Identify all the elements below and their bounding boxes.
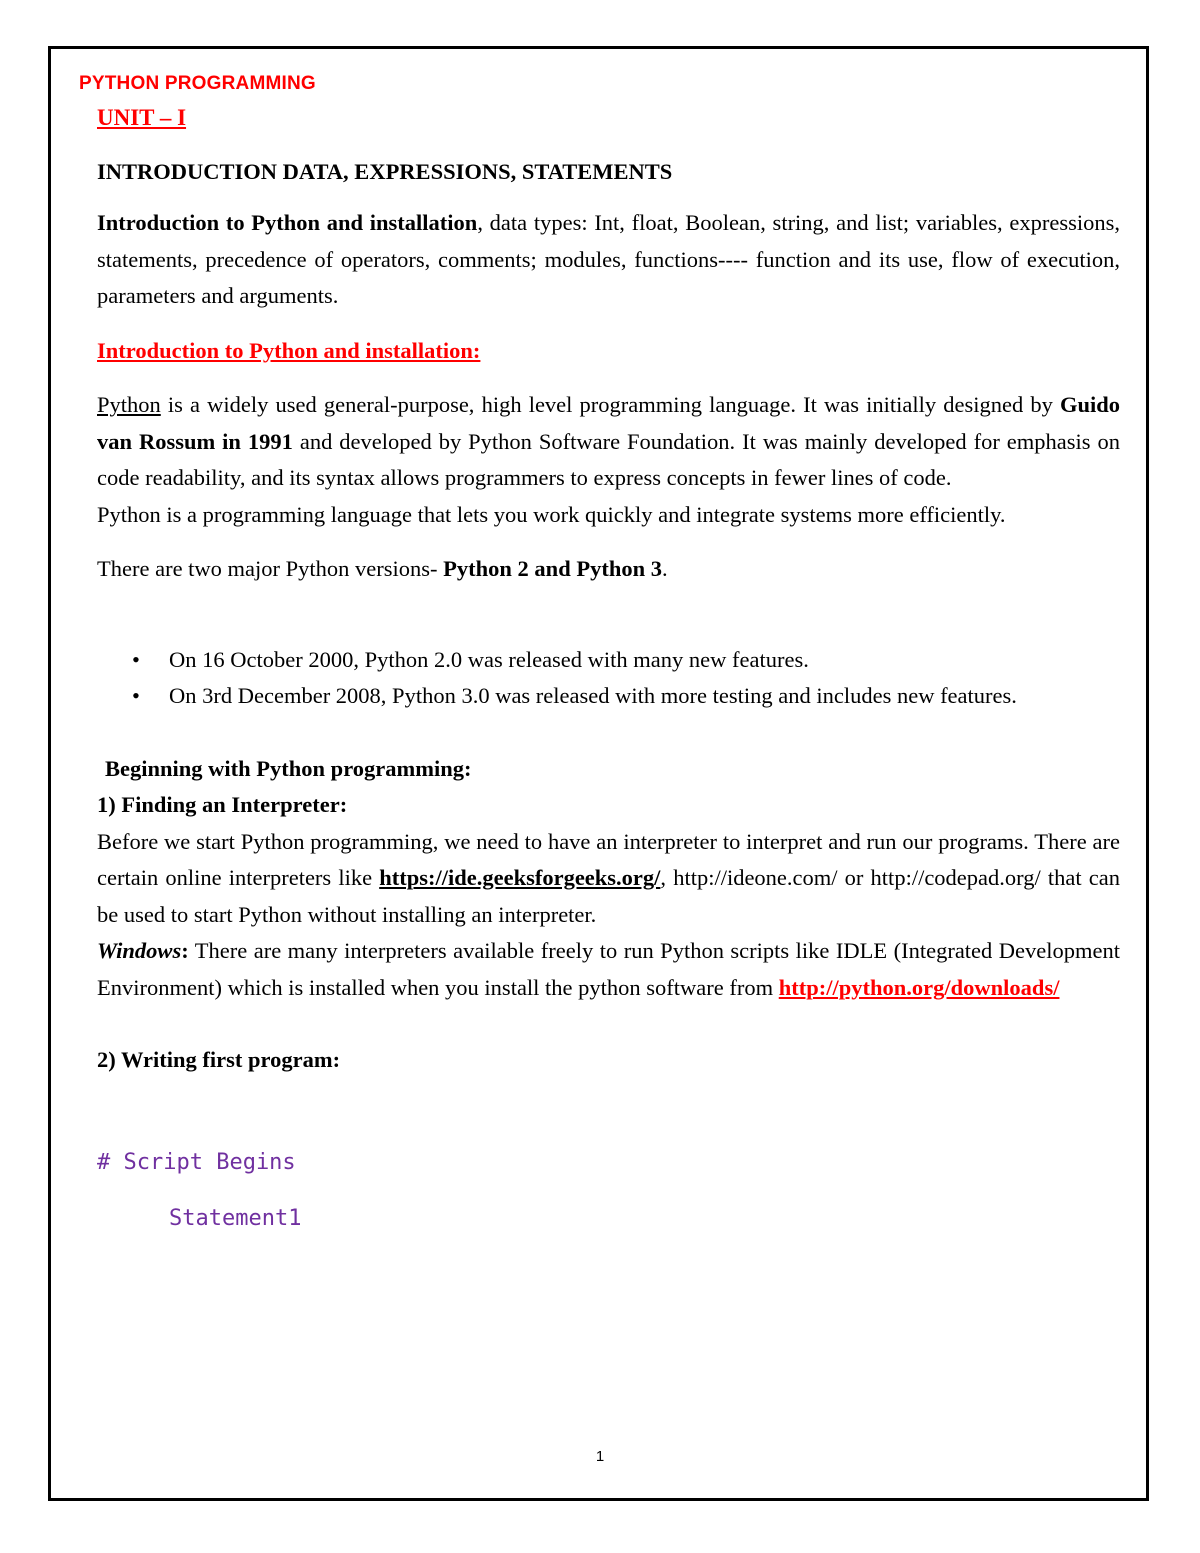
intro-text-1: is a widely used general-purpose, high level programming language. It was initially designed by bbox=[160, 392, 1060, 417]
versions-paragraph bbox=[97, 551, 1120, 588]
list-item-text: On 16 October 2000, Python 2.0 was released with many new features. bbox=[169, 646, 809, 672]
intro-paragraph-2: Python is a programming language that lets you work quickly and integrate systems more efficiently. bbox=[97, 501, 1006, 527]
syllabus-lead: Introduction to Python and installation bbox=[97, 210, 478, 235]
page-number: 1 bbox=[595, 1448, 605, 1465]
intro-author: Guido van Rossum in 1991 bbox=[97, 392, 1120, 454]
versions-lead: There are two major Python versions- bbox=[97, 556, 444, 581]
unit-heading: UNIT – I bbox=[97, 105, 187, 130]
header-title: PYTHON PROGRAMMING bbox=[79, 73, 316, 94]
bullet-icon: • bbox=[132, 683, 140, 708]
code-comment-line: # Script Begins bbox=[97, 1149, 296, 1175]
step1-heading: 1) Finding an Interpreter: bbox=[97, 792, 348, 817]
geeksforgeeks-link[interactable]: https://ide.geeksforgeeks.org/ bbox=[379, 865, 661, 890]
code-block bbox=[97, 1135, 1120, 1247]
interpreter-text-1: Before we start Python programming, we need to have an interpreter to interpret and run our programs. There are certain online interpreters like bbox=[97, 828, 1120, 890]
list-item bbox=[132, 678, 1120, 715]
windows-label: Windows bbox=[97, 938, 182, 963]
code-statement-line: Statement1 bbox=[169, 1205, 302, 1231]
windows-paragraph bbox=[97, 933, 1120, 1006]
intro-paragraph bbox=[97, 387, 1120, 497]
versions-bold: Python 2 and Python 3 bbox=[443, 556, 662, 581]
beginning-heading: Beginning with Python programming: bbox=[105, 755, 472, 781]
python-downloads-link[interactable]: http://python.org/downloads/ bbox=[778, 974, 1060, 1000]
windows-colon: : bbox=[181, 938, 189, 963]
versions-list bbox=[97, 642, 1120, 715]
intro-text-2: and developed by Python Software Foundation. It was mainly developed for emphasis on code readability, and its syntax allows programmers to express concepts in fewer lines of code. bbox=[97, 428, 1120, 490]
list-item bbox=[132, 642, 1120, 679]
step2-heading: 2) Writing first program: bbox=[97, 1047, 341, 1072]
windows-text: There are many interpreters available freely to run Python scripts like IDLE (Integrated Development Environment) which is installed when you install the python software from bbox=[97, 938, 1120, 1000]
syllabus-paragraph bbox=[97, 205, 1120, 315]
list-item-text: On 3rd December 2008, Python 3.0 was released with more testing and includes new features. bbox=[169, 683, 1017, 708]
document-content bbox=[97, 100, 1120, 1247]
syllabus-text: , data types: Int, float, Boolean, string, and list; variables, expressions, statements, precedence of operators, comments; modules, functions---- function and its use, flow of execution, parameters and arguments. bbox=[97, 210, 1121, 308]
versions-end: . bbox=[661, 556, 668, 581]
section-heading: Introduction to Python and installation: bbox=[97, 337, 481, 363]
interpreter-text-2: , http://ideone.com/ or http://codepad.org/ that can be used to start Python without installing an interpreter. bbox=[97, 865, 1120, 927]
chapter-title: INTRODUCTION DATA, EXPRESSIONS, STATEMENTS bbox=[97, 158, 673, 184]
interpreter-paragraph bbox=[97, 824, 1120, 934]
python-word: Python bbox=[97, 392, 161, 417]
bullet-icon: • bbox=[132, 646, 140, 672]
